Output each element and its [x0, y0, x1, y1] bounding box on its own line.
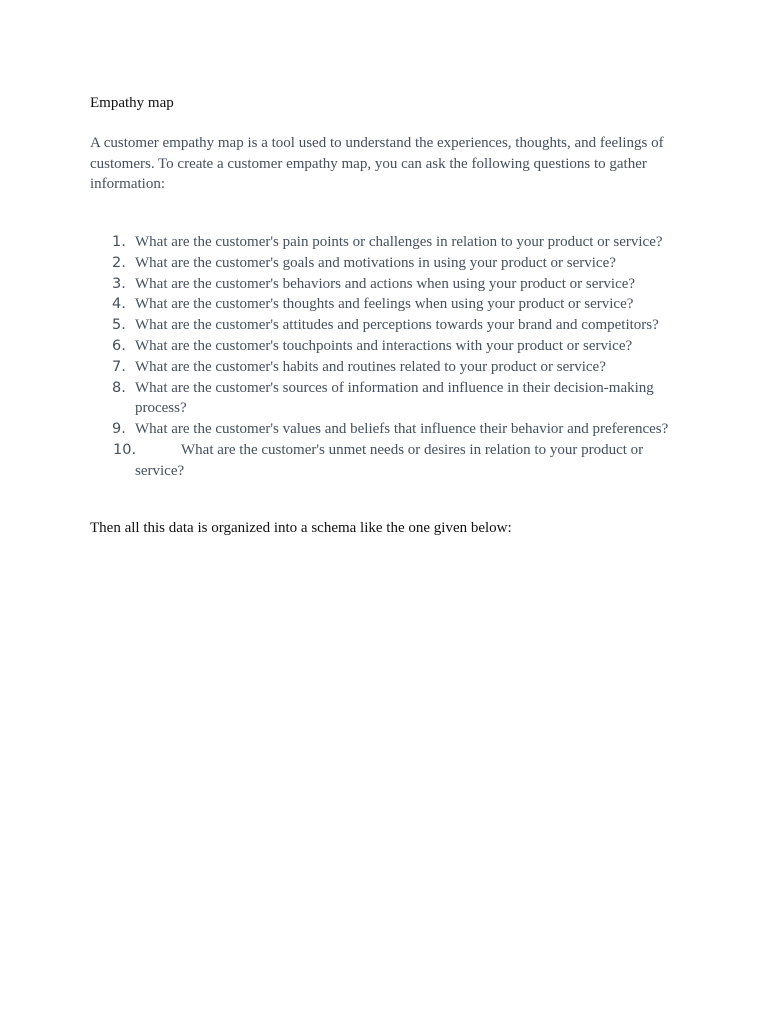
- list-item-number: 9.: [112, 421, 126, 438]
- list-item: [90, 294, 690, 315]
- document-title: Empathy map: [90, 95, 174, 111]
- list-item: [90, 315, 690, 336]
- list-item-text: What are the customer's sources of information and influence in their decision-making process?: [135, 379, 654, 417]
- list-item-number: 7.: [112, 358, 126, 375]
- list-item-text-content: What are the customer's unmet needs or desires in relation to your product or service?: [135, 441, 644, 479]
- list-item: [90, 440, 690, 482]
- questions-list: [90, 232, 690, 482]
- intro-paragraph: A customer empathy map is a tool used to understand the experiences, thoughts, and feelings of customers. To create a customer empathy map, you can ask the following questions to gather information:: [90, 135, 664, 192]
- list-item-number: 2.: [112, 254, 126, 271]
- list-item-number: 5.: [112, 317, 126, 334]
- list-item-number: 1.: [112, 234, 126, 250]
- list-item: [90, 232, 690, 253]
- list-item: [90, 253, 690, 274]
- list-item: [90, 336, 690, 357]
- list-item-text: What are the customer's touchpoints and interactions with your product or service?: [135, 337, 633, 354]
- list-item-number: 3.: [112, 275, 126, 292]
- list-item: [90, 357, 690, 378]
- list-item: [90, 419, 690, 440]
- list-item-text: What are the customer's values and beliefs that influence their behavior and preferences?: [135, 421, 669, 438]
- list-item-text: What are the customer's behaviors and actions when using your product or service?: [135, 275, 636, 292]
- list-item: [90, 274, 690, 295]
- list-item-number: 4.: [112, 296, 126, 313]
- list-item-text: What are the customer's goals and motivations in using your product or service?: [135, 254, 616, 271]
- list-item-text: What are the customer's thoughts and feelings when using your product or service?: [135, 296, 634, 313]
- list-item-text: What are the customer's attitudes and perceptions towards your brand and competitors?: [135, 317, 659, 334]
- list-item-number: 10.: [113, 441, 137, 458]
- list-item-text: What are the customer's pain points or challenges in relation to your product or service?: [135, 234, 663, 250]
- closing-paragraph: Then all this data is organized into a schema like the one given below:: [90, 520, 512, 536]
- list-item-text: [135, 442, 643, 479]
- list-item: [90, 378, 690, 420]
- list-item-text: What are the customer's habits and routines related to your product or service?: [135, 358, 606, 375]
- list-item-number: 6.: [112, 337, 126, 354]
- list-item-number: 8.: [112, 379, 126, 396]
